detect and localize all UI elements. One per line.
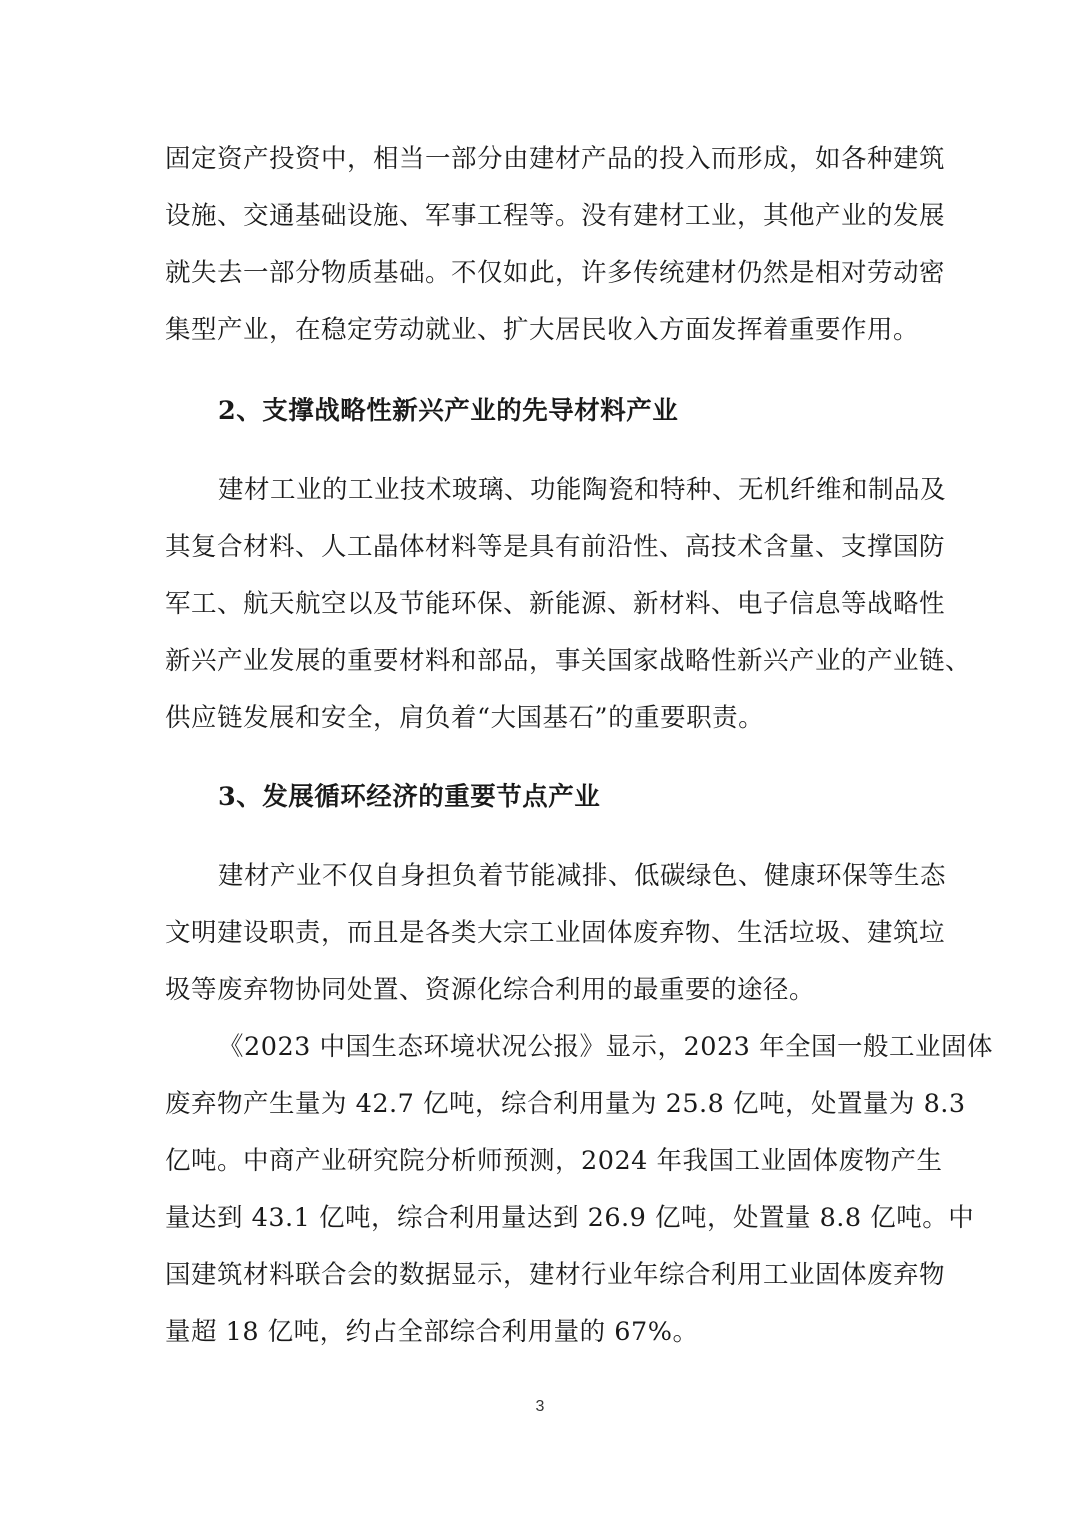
- paragraph-1-line-2: 设施、交通基础设施、军事工程等。没有建材工业，其他产业的发展: [165, 201, 946, 231]
- paragraph-2-line-1: 建材工业的工业技术玻璃、功能陶瓷和特种、无机纤维和制品及: [218, 475, 947, 505]
- paragraph-1-line-3: 就失去一部分物质基础。不仅如此，许多传统建材仍然是相对劳动密: [165, 258, 946, 288]
- paragraph-3-line-3: 圾等废弃物协同处置、资源化综合利用的最重要的途径。: [165, 975, 816, 1005]
- paragraph-2-line-4: 新兴产业发展的重要材料和部品，事关国家战略性新兴产业的产业链、: [165, 646, 972, 676]
- paragraph-4-line-4: 量达到 43.1 亿吨，综合利用量达到 26.9 亿吨，处置量 8.8 亿吨。中: [165, 1203, 975, 1233]
- paragraph-1-line-1: 固定资产投资中，相当一部分由建材产品的投入而形成，如各种建筑: [165, 144, 946, 174]
- paragraph-4-line-3: 亿吨。中商产业研究院分析师预测，2024 年我国工业固体废物产生: [165, 1146, 943, 1176]
- paragraph-2-line-5: 供应链发展和安全，肩负着“大国基石”的重要职责。: [165, 703, 765, 733]
- paragraph-1-line-4: 集型产业，在稳定劳动就业、扩大居民收入方面发挥着重要作用。: [165, 315, 920, 345]
- paragraph-4-line-5: 国建筑材料联合会的数据显示，建材行业年综合利用工业固体废弃物: [165, 1260, 946, 1290]
- paragraph-2-line-2: 其复合材料、人工晶体材料等是具有前沿性、高技术含量、支撑国防: [165, 532, 946, 562]
- paragraph-4-line-6: 量超 18 亿吨，约占全部综合利用量的 67%。: [165, 1317, 699, 1347]
- paragraph-3-line-1: 建材产业不仅自身担负着节能减排、低碳绿色、健康环保等生态: [218, 861, 947, 891]
- paragraph-2-line-3: 军工、航天航空以及节能环保、新能源、新材料、电子信息等战略性: [165, 589, 946, 619]
- paragraph-3-line-2: 文明建设职责，而且是各类大宗工业固体废弃物、生活垃圾、建筑垃: [165, 918, 946, 948]
- section-heading-2: 2、支撑战略性新兴产业的先导材料产业: [218, 396, 679, 426]
- page-number: 3: [535, 1398, 545, 1415]
- section-heading-3: 3、发展循环经济的重要节点产业: [218, 782, 601, 812]
- paragraph-4-line-1: 《2023 中国生态环境状况公报》显示，2023 年全国一般工业固体: [218, 1032, 994, 1062]
- paragraph-4-line-2: 废弃物产生量为 42.7 亿吨，综合利用量为 25.8 亿吨，处置量为 8.3: [165, 1089, 966, 1119]
